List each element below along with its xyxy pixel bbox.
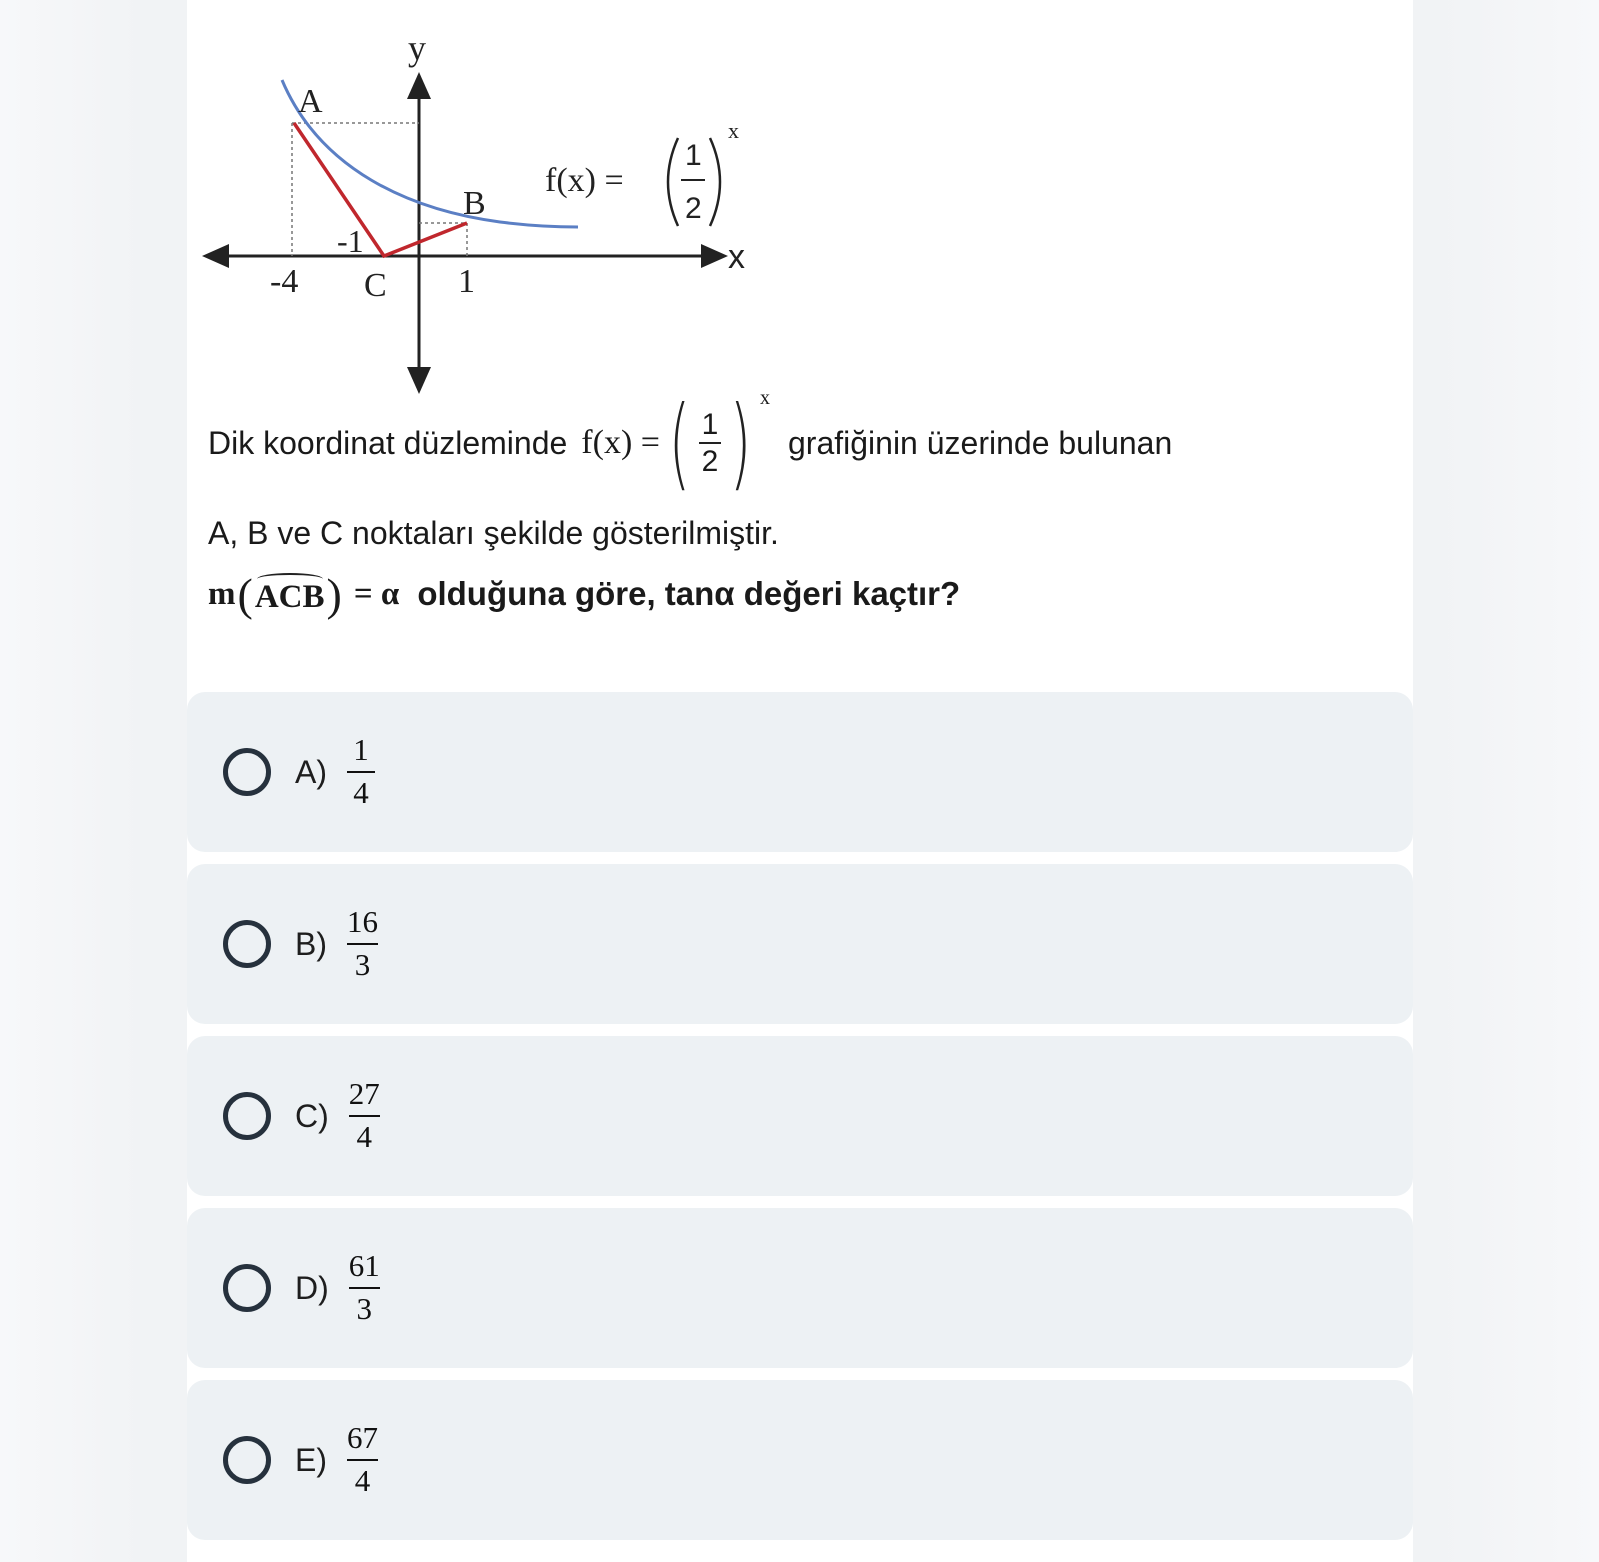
option-b-numerator: 16 bbox=[347, 904, 378, 940]
option-d-fraction bbox=[349, 1250, 380, 1325]
question-suffix: grafiğinin üzerinde bulunan bbox=[787, 424, 1173, 461]
option-d-denominator: 3 bbox=[356, 1291, 373, 1326]
radio-button-c[interactable] bbox=[223, 1092, 271, 1140]
radio-button-d[interactable] bbox=[223, 1264, 271, 1312]
formula-denominator: 2 bbox=[685, 192, 702, 225]
option-b-fraction bbox=[347, 906, 378, 981]
inline-formula-numerator: 1 bbox=[701, 407, 719, 441]
option-d-numerator: 61 bbox=[348, 1248, 380, 1284]
x-axis-label: x bbox=[728, 238, 745, 276]
formula-left-paren bbox=[668, 138, 678, 226]
question-line-2: A, B ve C noktaları şekilde gösterilmiştir. bbox=[208, 515, 779, 551]
label-A: A bbox=[298, 83, 323, 120]
angle-equals-alpha: = α bbox=[353, 575, 400, 612]
inline-formula-lhs: f(x) = bbox=[581, 424, 660, 461]
inline-formula-exponent: x bbox=[759, 387, 770, 409]
triangle-ACB bbox=[294, 123, 467, 256]
inline-formula-bar bbox=[699, 442, 721, 444]
formula-exponent: x bbox=[728, 118, 739, 143]
option-e-denominator: 4 bbox=[354, 1463, 371, 1498]
angle-ACB: ACB bbox=[255, 573, 325, 616]
formula-right-paren bbox=[710, 138, 720, 226]
inline-formula-left-paren: ( bbox=[668, 384, 691, 501]
tick-label-neg4: -4 bbox=[270, 263, 299, 300]
radio-button-a[interactable] bbox=[223, 748, 271, 796]
question-line-1 bbox=[208, 384, 1388, 501]
function-curve bbox=[282, 80, 578, 227]
angle-left-paren: ( bbox=[237, 568, 253, 620]
option-b-letter: B) bbox=[295, 925, 327, 962]
y-axis-label: y bbox=[408, 30, 426, 68]
angle-expression bbox=[208, 568, 399, 621]
option-c-letter: C) bbox=[295, 1097, 329, 1134]
option-a-numerator: 1 bbox=[353, 732, 369, 768]
option-c-denominator: 4 bbox=[356, 1119, 373, 1154]
option-b[interactable] bbox=[187, 864, 1413, 1024]
option-d-letter: D) bbox=[295, 1269, 329, 1306]
answer-options bbox=[187, 692, 1413, 1552]
option-a[interactable] bbox=[187, 692, 1413, 852]
radio-button-e[interactable] bbox=[223, 1436, 271, 1484]
inline-formula bbox=[581, 384, 770, 501]
formula-lhs: f(x) = bbox=[545, 162, 624, 199]
option-a-denominator: 4 bbox=[353, 775, 369, 810]
label-B: B bbox=[463, 185, 486, 222]
option-c-numerator: 27 bbox=[348, 1076, 380, 1112]
option-e[interactable] bbox=[187, 1380, 1413, 1540]
tick-label-neg1: -1 bbox=[337, 223, 364, 259]
formula-numerator: 1 bbox=[685, 139, 702, 172]
question-ask: olduğuna göre, tanα değeri kaçtır? bbox=[417, 575, 961, 612]
option-a-fraction bbox=[347, 734, 375, 809]
option-e-numerator: 67 bbox=[347, 1420, 378, 1456]
option-a-bar bbox=[347, 771, 375, 773]
angle-right-paren: ) bbox=[326, 568, 342, 620]
option-a-letter: A) bbox=[295, 753, 327, 790]
option-d-bar bbox=[349, 1287, 380, 1289]
coordinate-graph bbox=[200, 30, 800, 400]
option-c[interactable] bbox=[187, 1036, 1413, 1196]
angle-measure-m: m bbox=[208, 575, 236, 612]
option-b-denominator: 3 bbox=[354, 947, 371, 982]
label-C: C bbox=[364, 267, 387, 304]
question-text bbox=[208, 384, 1388, 624]
inline-formula-denominator: 2 bbox=[701, 445, 719, 478]
question-line-3 bbox=[208, 564, 1388, 624]
option-d[interactable] bbox=[187, 1208, 1413, 1368]
option-e-bar bbox=[347, 1459, 378, 1461]
inline-formula-fraction bbox=[699, 409, 721, 478]
inline-formula-right-paren: ) bbox=[729, 384, 752, 501]
option-c-bar bbox=[349, 1115, 380, 1117]
radio-button-b[interactable] bbox=[223, 920, 271, 968]
question-figure bbox=[200, 30, 800, 400]
option-c-fraction bbox=[349, 1078, 380, 1153]
option-e-letter: E) bbox=[295, 1441, 327, 1478]
option-e-fraction bbox=[347, 1422, 378, 1497]
option-b-bar bbox=[347, 943, 378, 945]
tick-label-1: 1 bbox=[458, 263, 475, 300]
question-prefix: Dik koordinat düzleminde bbox=[208, 424, 568, 461]
